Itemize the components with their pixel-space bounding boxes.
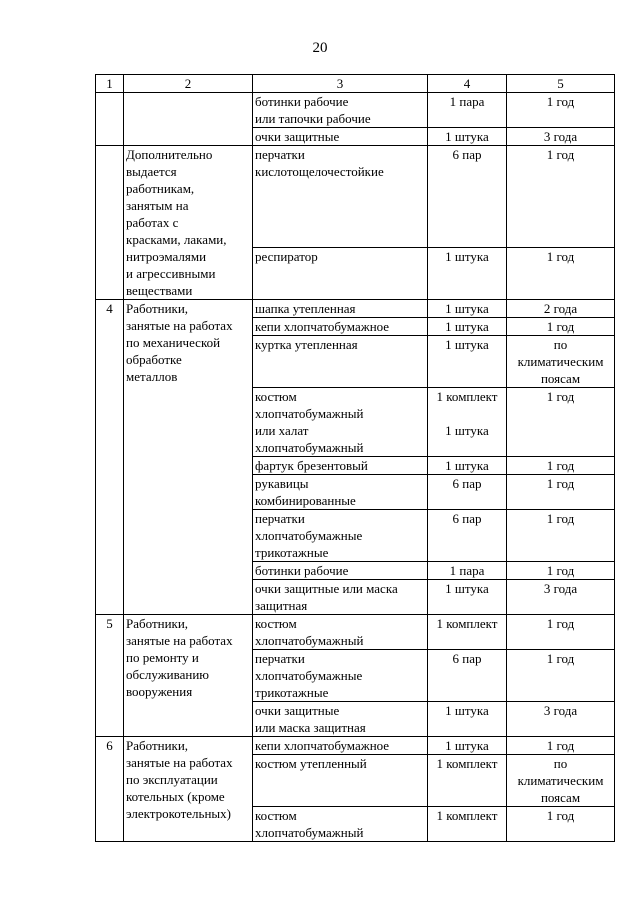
item-quantity (428, 737, 507, 755)
worker-category-line: занятые на работах (126, 318, 233, 333)
item-term (507, 457, 615, 475)
item-name-line: очки защитные (255, 703, 340, 718)
item-term (507, 475, 615, 510)
item-quantity-line: 1 штука (445, 319, 489, 334)
item-term (507, 615, 615, 650)
item-name-line: комбинированные (255, 493, 356, 508)
worker-category-line: работникам, (126, 181, 195, 196)
item-name (253, 146, 428, 248)
worker-category-line: и агрессивными (126, 266, 216, 281)
item-quantity (428, 807, 507, 842)
item-name (253, 475, 428, 510)
item-name-line: трикотажные (255, 685, 329, 700)
item-name (253, 128, 428, 146)
header-row (96, 75, 615, 93)
worker-category (124, 615, 253, 737)
item-quantity (428, 650, 507, 702)
item-name (253, 755, 428, 807)
item-term-line: 3 года (543, 703, 578, 718)
item-quantity (428, 247, 507, 299)
item-quantity-line: 1 штука (445, 423, 489, 438)
item-term (507, 128, 615, 146)
item-term (507, 388, 615, 457)
item-term-line: 1 год (546, 389, 575, 404)
worker-category-line: металлов (126, 369, 178, 384)
worker-category-line: красками, лаками, (126, 232, 227, 247)
item-term-line: 3 года (543, 581, 578, 596)
item-quantity-line: 1 штука (445, 738, 489, 753)
worker-category-line: электрокотельных) (126, 806, 231, 821)
worker-category-line: занятые на работах (126, 633, 233, 648)
item-name-line: хлопчатобумажные (255, 668, 363, 683)
item-name-line: очки защитные или маска (255, 581, 398, 596)
item-term (507, 300, 615, 318)
item-quantity (428, 336, 507, 388)
item-name-line: перчатки (255, 511, 305, 526)
item-term-line: 2 года (543, 301, 578, 316)
item-name (253, 807, 428, 842)
group-number: 5 (96, 615, 124, 737)
item-name-line: костюм (255, 389, 297, 404)
item-name-line: кепи хлопчатобумажное (255, 319, 390, 334)
table-row (96, 93, 615, 128)
norms-table (95, 74, 615, 842)
item-quantity (428, 388, 507, 457)
item-name-line: кепи хлопчатобумажное (255, 738, 390, 753)
group-number: 4 (96, 300, 124, 615)
item-term-line: по (553, 756, 568, 771)
header-col-4: 4 (428, 75, 507, 93)
item-name-line: кислотощелочестойкие (255, 164, 384, 179)
item-quantity (428, 580, 507, 615)
item-quantity (428, 755, 507, 807)
item-name (253, 702, 428, 737)
item-name (253, 580, 428, 615)
item-name-line: ботинки рабочие (255, 94, 349, 109)
worker-category-line: вооружения (126, 684, 193, 699)
item-name-line: ботинки рабочие (255, 563, 349, 578)
item-quantity-line: 6 пар (452, 476, 482, 491)
item-quantity-line: 1 комплект (436, 756, 498, 771)
item-quantity (428, 510, 507, 562)
item-name-line: респиратор (255, 248, 318, 264)
item-quantity-line: 6 пар (452, 651, 482, 666)
item-name-line: хлопчатобумажный (255, 825, 364, 840)
item-quantity-line: 1 штука (445, 581, 489, 596)
worker-category-line: обработке (126, 352, 182, 367)
worker-category-line: Работники, (126, 738, 189, 753)
item-quantity (428, 146, 507, 248)
item-term (507, 510, 615, 562)
item-term (507, 318, 615, 336)
worker-category (124, 737, 253, 842)
item-name-line: трикотажные (255, 545, 329, 560)
item-term (507, 93, 615, 128)
header-col-5: 5 (507, 75, 615, 93)
item-term-line: 1 год (546, 511, 575, 526)
worker-category-line: занятым на (126, 198, 189, 213)
item-name-line: перчатки (255, 147, 305, 162)
item-quantity-line: 1 пара (449, 94, 485, 109)
item-term (507, 247, 615, 299)
item-name (253, 336, 428, 388)
item-term-line: климатическим (517, 773, 604, 788)
item-quantity (428, 300, 507, 318)
item-name-line: хлопчатобумажный (255, 440, 364, 455)
worker-category-line: работах с (126, 215, 179, 230)
worker-category-line: по ремонту и (126, 650, 199, 665)
header-col-2: 2 (124, 75, 253, 93)
item-term (507, 650, 615, 702)
worker-category-line: обслуживанию (126, 667, 210, 682)
item-name-line: или тапочки рабочие (255, 111, 371, 126)
item-name-line: хлопчатобумажный (255, 633, 364, 648)
item-term (507, 580, 615, 615)
item-term (507, 737, 615, 755)
item-term (507, 807, 615, 842)
item-quantity (428, 457, 507, 475)
item-quantity-line: 1 комплект (436, 808, 498, 823)
header-col-3: 3 (253, 75, 428, 93)
item-name-line: костюм (255, 808, 297, 823)
item-name-line: рукавицы (255, 476, 309, 491)
item-name-line: хлопчатобумажный (255, 406, 364, 421)
item-name (253, 650, 428, 702)
item-name (253, 93, 428, 128)
item-quantity-line: 1 комплект (436, 616, 498, 631)
worker-category-line: выдается (126, 164, 177, 179)
item-name-line: очки защитные (255, 129, 340, 144)
item-quantity (428, 562, 507, 580)
item-term-line: 3 года (543, 129, 578, 144)
item-name-line: перчатки (255, 651, 305, 666)
item-name (253, 615, 428, 650)
item-name (253, 318, 428, 336)
item-term (507, 146, 615, 248)
worker-category (124, 93, 253, 146)
item-term (507, 755, 615, 807)
item-name-line: фартук брезентовый (255, 458, 368, 473)
worker-category-line: Дополнительно (126, 147, 213, 162)
table-row (96, 300, 615, 318)
worker-category-line: Работники, (126, 301, 189, 316)
item-quantity (428, 702, 507, 737)
item-term-line: 1 год (546, 248, 575, 264)
worker-category (124, 146, 253, 300)
item-name-line: или халат (255, 423, 309, 438)
item-term-line: 1 год (546, 319, 575, 334)
group-number (96, 93, 124, 146)
group-number (96, 146, 124, 300)
item-term-line: 1 год (546, 563, 575, 578)
table-row (96, 615, 615, 650)
item-term-line: поясам (540, 371, 581, 386)
item-name (253, 247, 428, 299)
item-name (253, 457, 428, 475)
worker-category-line: по механической (126, 335, 221, 350)
item-name-line: защитная (255, 598, 308, 613)
header-col-1: 1 (96, 75, 124, 93)
item-name (253, 737, 428, 755)
item-term-line: 1 год (546, 651, 575, 666)
item-term-line: 1 год (546, 808, 575, 823)
item-term (507, 336, 615, 388)
item-quantity-line: 1 штука (445, 703, 489, 718)
item-term-line: 1 год (546, 94, 575, 109)
item-name-line: костюм (255, 616, 297, 631)
worker-category-line: Работники, (126, 616, 189, 631)
item-quantity-line: 6 пар (452, 511, 482, 526)
worker-category-line: по эксплуатации (126, 772, 218, 787)
item-name (253, 388, 428, 457)
item-term (507, 702, 615, 737)
worker-category-line: веществами (126, 283, 193, 298)
item-term-line: 1 год (546, 476, 575, 491)
item-term-line: поясам (540, 790, 581, 805)
worker-category-line: нитроэмалями (126, 249, 207, 264)
item-quantity-line: 1 штука (445, 301, 489, 316)
item-quantity-line: 1 штука (445, 337, 489, 352)
item-quantity-line: 1 штука (445, 129, 489, 144)
item-quantity (428, 318, 507, 336)
page-number: 20 (312, 40, 328, 56)
worker-category-line: занятые на работах (126, 755, 233, 770)
item-quantity-line: 1 пара (449, 563, 485, 578)
item-quantity (428, 93, 507, 128)
item-term-line: по (553, 337, 568, 352)
item-quantity-line: 1 штука (445, 248, 489, 264)
item-name-line: куртка утепленная (255, 337, 358, 352)
table-row (96, 146, 615, 248)
item-name (253, 300, 428, 318)
item-term-line: 1 год (546, 616, 575, 631)
item-name-line: хлопчатобумажные (255, 528, 363, 543)
item-term-line: климатическим (517, 354, 604, 369)
worker-category (124, 300, 253, 615)
item-term (507, 562, 615, 580)
item-quantity-line (430, 405, 504, 422)
item-term-line: 1 год (546, 738, 575, 753)
item-quantity (428, 615, 507, 650)
item-quantity-line: 6 пар (452, 147, 482, 162)
item-name-line: костюм утепленный (255, 756, 367, 771)
item-name (253, 562, 428, 580)
item-quantity (428, 475, 507, 510)
table-row (96, 737, 615, 755)
item-quantity (428, 128, 507, 146)
worker-category-line: котельных (кроме (126, 789, 225, 804)
item-term-line: 1 год (546, 147, 575, 162)
item-name (253, 510, 428, 562)
item-quantity-line: 1 штука (445, 458, 489, 473)
item-quantity-line: 1 комплект (436, 389, 498, 404)
group-number: 6 (96, 737, 124, 842)
item-term-line: 1 год (546, 458, 575, 473)
item-name-line: шапка утепленная (255, 301, 356, 316)
item-name-line: или маска защитная (255, 720, 366, 735)
